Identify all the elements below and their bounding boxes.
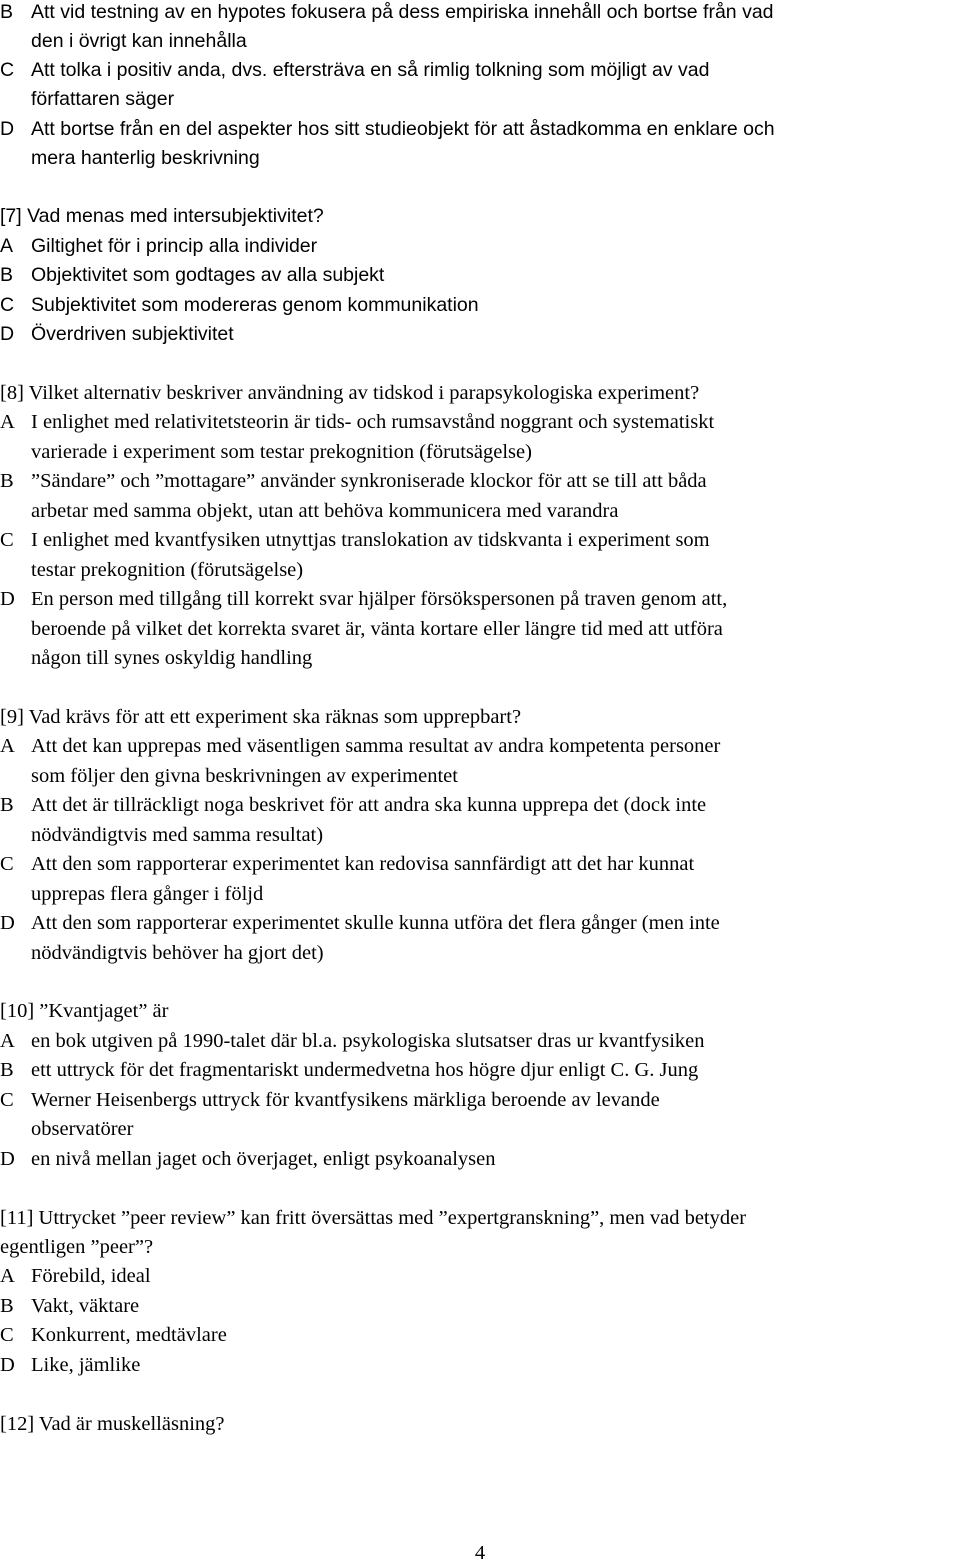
option-text: Objektivitet som godtages av alla subjekt: [31, 264, 385, 286]
question-8: [0, 381, 699, 405]
option-continuation: [31, 499, 618, 523]
option-text: Att den som rapporterar experimentet skulle kunna utföra det flera gånger (men inte: [31, 912, 720, 934]
question-10: [0, 999, 168, 1023]
option-continuation: [31, 617, 723, 641]
option-text: Överdriven subjektivitet: [31, 323, 234, 345]
question-text: [9] Vad krävs för att ett experiment ska räknas som upprepbart?: [0, 706, 522, 728]
question-text: [7] Vad menas med intersubjektivitet?: [0, 205, 324, 227]
option-text: Giltighet för i princip alla individer: [31, 235, 318, 257]
option-letter: D: [0, 588, 15, 610]
option-text: nödvändigtvis med samma resultat): [31, 824, 324, 846]
option-letter: A: [0, 1265, 15, 1287]
option-continuation: [31, 823, 323, 847]
option-text: nödvändigtvis behöver ha gjort det): [31, 942, 324, 964]
option-text: Konkurrent, medtävlare: [31, 1324, 227, 1346]
question-9: [0, 705, 521, 729]
option-continuation: [31, 29, 247, 53]
question-11: [0, 1206, 746, 1230]
option-continuation: [31, 646, 312, 670]
option-text: I enlighet med kvantfysiken utnyttjas translokation av tidskvanta i experiment som: [31, 529, 710, 551]
option-letter: B: [0, 1, 14, 23]
option-letter: A: [0, 235, 14, 257]
option-text: den i övrigt kan innehålla: [31, 30, 247, 52]
option-text: ”Sändare” och ”mottagare” använder synkroniserade klockor för att se till att båda: [31, 470, 707, 492]
question-text: [12] Vad är muskelläsning?: [0, 1413, 225, 1435]
option-text: I enlighet med relativitetsteorin är tids- och rumsavstånd noggrant och systematiskt: [31, 411, 715, 433]
option-text: Like, jämlike: [31, 1354, 141, 1376]
option-text: arbetar med samma objekt, utan att behöva kommunicera med varandra: [31, 500, 619, 522]
option-text: En person med tillgång till korrekt svar hjälper försökspersonen på traven genom att,: [31, 588, 728, 610]
option-letter: D: [0, 1148, 15, 1170]
option-letter: C: [0, 59, 15, 81]
option-letter: B: [0, 1295, 14, 1317]
option-text: beroende på vilket det korrekta svaret är, vänta kortare eller längre tid med att utföra: [31, 618, 723, 640]
option-continuation: [31, 941, 324, 965]
option-letter: C: [0, 294, 15, 316]
option-text: Att bortse från en del aspekter hos sitt studieobjekt för att åstadkomma en enklare och: [31, 118, 775, 140]
option-continuation: [31, 146, 260, 170]
option-text: Att tolka i positiv anda, dvs. eftersträva en så rimlig tolkning som möjligt av vad: [31, 59, 710, 81]
option-text: Vakt, väktare: [31, 1295, 140, 1317]
option-continuation: [31, 558, 303, 582]
option-text: observatörer: [31, 1118, 134, 1140]
question-7: [0, 204, 324, 228]
question-text: [11] Uttrycket ”peer review” kan fritt översättas med ”expertgranskning”, men vad betyder: [0, 1207, 747, 1229]
page-number: 4: [474, 1542, 486, 1564]
option-continuation: [31, 882, 263, 906]
option-letter: D: [0, 1354, 15, 1376]
question-11-continuation: [0, 1235, 153, 1259]
option-letter: B: [0, 794, 14, 816]
question-text: [10] ”Kvantjaget” är: [0, 1000, 169, 1022]
option-continuation: [31, 440, 532, 464]
option-letter: B: [0, 1059, 14, 1081]
option-letter: B: [0, 264, 14, 286]
option-text: Werner Heisenbergs uttryck för kvantfysikens märkliga beroende av levande: [31, 1089, 660, 1111]
question-text: [8] Vilket alternativ beskriver användning av tidskod i parapsykologiska experiment?: [0, 382, 700, 404]
option-continuation: [31, 1117, 133, 1141]
option-letter: C: [0, 529, 14, 551]
option-letter: C: [0, 1324, 14, 1346]
option-continuation: [31, 87, 174, 111]
option-text: testar prekognition (förutsägelse): [31, 559, 304, 581]
option-text: en nivå mellan jaget och överjaget, enligt psykoanalysen: [31, 1148, 496, 1170]
option-letter: A: [0, 1030, 15, 1052]
option-text: Att vid testning av en hypotes fokusera på dess empiriska innehåll och bortse från vad: [31, 1, 774, 23]
option-text: som följer den givna beskrivningen av experimentet: [31, 765, 458, 787]
option-letter: A: [0, 735, 15, 757]
question-text: egentligen ”peer”?: [0, 1236, 154, 1258]
option-text: Att det kan upprepas med väsentligen samma resultat av andra kompetenta personer: [31, 735, 721, 757]
option-text: en bok utgiven på 1990-talet där bl.a. psykologiska slutsatser dras ur kvantfysiken: [31, 1030, 705, 1052]
option-text: varierade i experiment som testar prekognition (förutsägelse): [31, 441, 532, 463]
option-letter: A: [0, 411, 15, 433]
option-text: någon till synes oskyldig handling: [31, 647, 313, 669]
option-text: Att den som rapporterar experimentet kan redovisa sannfärdigt att det har kunnat: [31, 853, 695, 875]
option-letter: D: [0, 323, 15, 345]
option-text: ett uttryck för det fragmentariskt undermedvetna hos högre djur enligt C. G. Jung: [31, 1059, 699, 1081]
option-text: Förebild, ideal: [31, 1265, 151, 1287]
option-text: författaren säger: [31, 88, 175, 110]
option-continuation: [31, 764, 458, 788]
option-text: Subjektivitet som modereras genom kommunikation: [31, 294, 479, 316]
option-letter: C: [0, 1089, 14, 1111]
option-text: Att det är tillräckligt noga beskrivet för att andra ska kunna upprepa det (dock inte: [31, 794, 707, 816]
option-letter: B: [0, 470, 14, 492]
option-letter: D: [0, 118, 15, 140]
option-letter: D: [0, 912, 15, 934]
option-letter: C: [0, 853, 14, 875]
option-text: upprepas flera gånger i följd: [31, 883, 264, 905]
question-12: [0, 1412, 225, 1436]
option-text: mera hanterlig beskrivning: [31, 147, 260, 169]
